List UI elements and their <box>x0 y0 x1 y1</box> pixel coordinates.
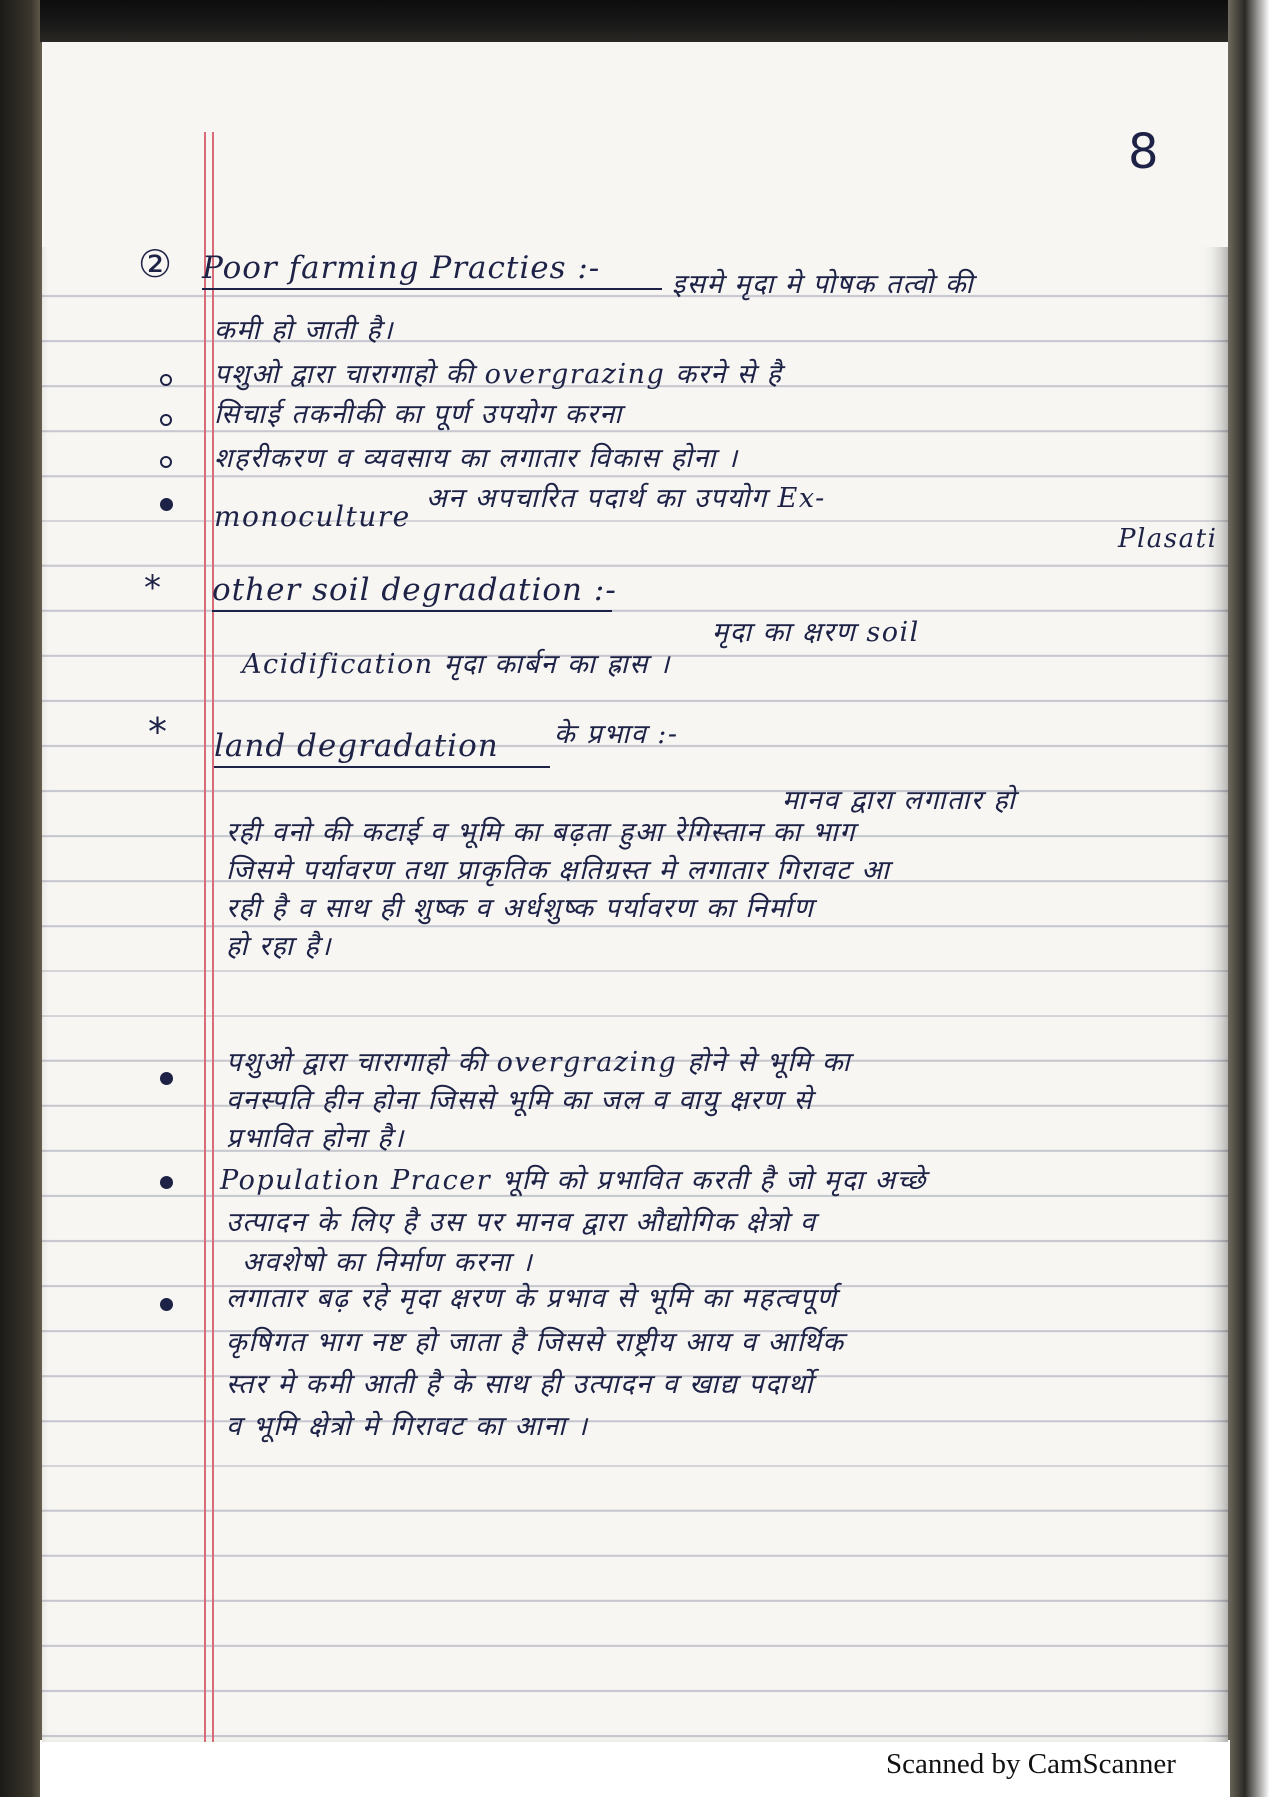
bullet-point <box>160 414 172 426</box>
bullet-text-line: व भूमि क्षेत्रो मे गिरावट का आना । <box>226 1411 589 1442</box>
bullet-text: सिचाई तकनीकी का पूर्ण उपयोग करना <box>214 399 623 430</box>
section-heading: Poor farming Practies :- <box>202 250 662 290</box>
section-text-line: मृदा का क्षरण soil <box>712 617 920 648</box>
section-text-line: कमी हो जाती है। <box>214 315 394 346</box>
paragraph-line: हो रहा है। <box>226 931 332 962</box>
asterisk-marker: * <box>144 568 161 608</box>
bullet-text-line: Population Pracer भूमि को प्रभावित करती है जो मृदा अच्छे <box>220 1165 927 1196</box>
bullet-text-line: लगातार बढ़ रहे मृदा क्षरण के प्रभाव से भूमि का महत्वपूर्ण <box>226 1283 838 1314</box>
margin-rule <box>204 132 206 1742</box>
bullet-point <box>160 1298 173 1311</box>
paragraph-line: जिसमे पर्यावरण तथा प्राकृतिक क्षतिग्रस्त मे लगातार गिरावट आ <box>226 855 891 886</box>
paragraph-line: रही है व साथ ही शुष्क व अर्धशुष्क पर्यावरण का निर्माण <box>226 893 815 924</box>
page-top-blank-area <box>42 42 1228 247</box>
bullet-point <box>160 1176 173 1189</box>
bullet-text-line: स्तर मे कमी आती है के साथ ही उत्पादन व खाद्य पदार्थो <box>226 1369 814 1400</box>
scanner-watermark: Scanned by CamScanner <box>886 1748 1176 1780</box>
bullet-text-line: उत्पादन के लिए है उस पर मानव द्वारा औद्योगिक क्षेत्रो व <box>226 1207 817 1238</box>
bullet-text-line: कृषिगत भाग नष्ट हो जाता है जिससे राष्ट्रीय आय व आर्थिक <box>226 1327 845 1358</box>
notebook-page <box>42 42 1228 1742</box>
section-heading: other soil degradation :- <box>212 572 612 612</box>
paragraph-line: मानव द्वारा लगातार हो <box>782 785 1017 816</box>
paragraph-line: रही वनो की कटाई व भूमि का बढ़ता हुआ रेगिस्तान का भाग <box>226 817 856 848</box>
bullet-point <box>160 1072 173 1085</box>
bullet-text: पशुओ द्वारा चारागाहो की overgrazing करने से है <box>214 359 783 390</box>
asterisk-marker: * <box>148 710 167 754</box>
section-text-line: इसमे मृदा मे पोषक तत्वो की <box>672 269 975 300</box>
bullet-text-line: अवशेषो का निर्माण करना । <box>242 1247 534 1278</box>
bullet-point <box>160 374 172 386</box>
bullet-text-line: वनस्पति हीन होना जिससे भूमि का जल व वायु क्षरण से <box>226 1085 814 1116</box>
bullet-text-suffix: Plasati <box>1118 524 1218 554</box>
bullet-text-prefix: monoculture <box>214 500 411 533</box>
bullet-point <box>160 456 172 468</box>
photo-right-edge <box>1228 0 1270 1797</box>
page-number: 8 <box>1128 124 1159 180</box>
section-number-marker: ② <box>138 242 173 286</box>
bullet-text: शहरीकरण व व्यवसाय का लगातार विकास होना । <box>214 443 739 474</box>
section-heading-suffix: के प्रभाव :- <box>554 719 679 750</box>
section-text-line: Acidification मृदा कार्बन का ह्रास । <box>242 649 671 680</box>
section-heading: land degradation <box>214 728 550 768</box>
photo-top-edge <box>40 0 1230 42</box>
photo-left-edge <box>0 0 44 1797</box>
bullet-text: अन अपचारित पदार्थ का उपयोग Ex- <box>426 483 826 514</box>
bullet-text-line: प्रभावित होना है। <box>226 1123 405 1154</box>
bullet-text-line: पशुओ द्वारा चारागाहो की overgrazing होने से भूमि का <box>226 1047 852 1078</box>
bullet-point <box>160 498 173 511</box>
